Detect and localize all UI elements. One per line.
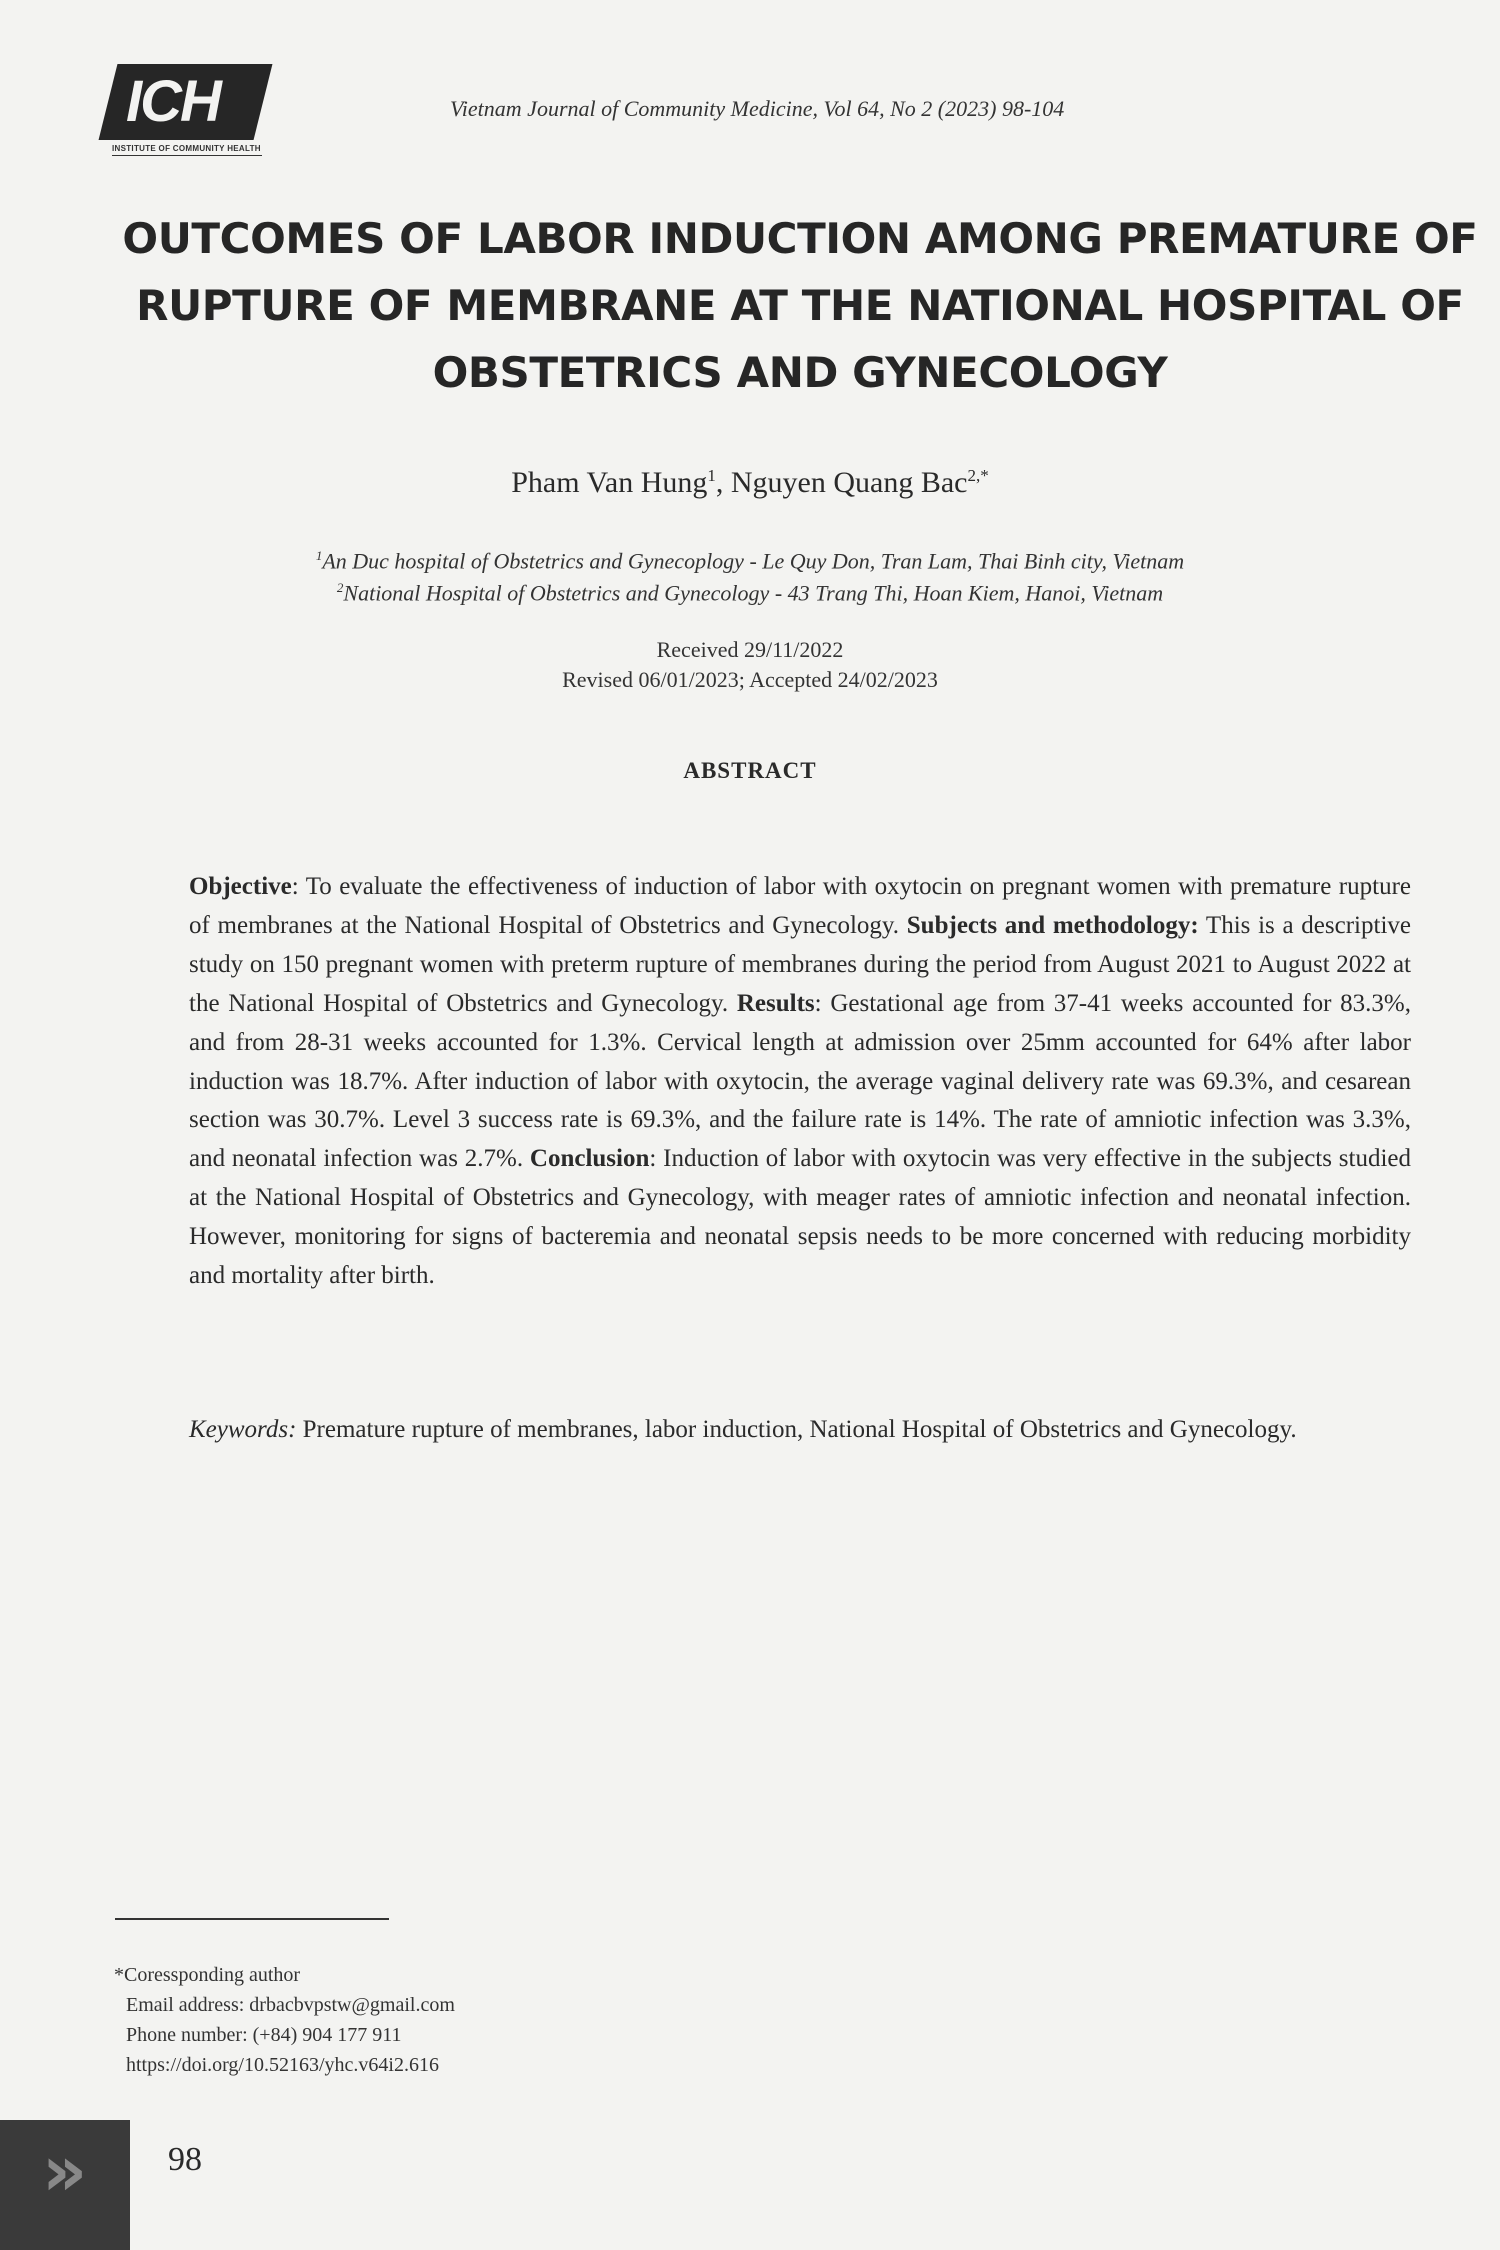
keywords-text: Premature rupture of membranes, labor induction, National Hospital of Obstetrics and Gynecology. [296, 1416, 1297, 1443]
keywords-label: Keywords: [189, 1416, 297, 1443]
objective-label: Objective [189, 873, 292, 900]
author-affiliation-mark: 1 [707, 466, 716, 485]
footnote-divider [115, 1918, 389, 1920]
paper-title [100, 205, 1500, 406]
results-label: Results [736, 989, 815, 1017]
received-date: Received 29/11/2022 [656, 637, 844, 662]
logo-mark-text: ICH [126, 69, 220, 134]
results-text: : Gestational age from 37-41 weeks accounted for 83.3%, and from 28-31 weeks accounted for 1.3%. Cervical length at admission over 25mm accounted for 64% after labor induction was 18.7%. After induction of labor with oxytocin, the average vaginal delivery rate was 69.3%, and cesarean section was 30.7%. Level 3 success rate is 69.3%, and the failure rate is 14%. The rate of amniotic infection was 3.3%, and neonatal infection was 2.7%. [189, 989, 1411, 1173]
footnotes [114, 1960, 455, 2080]
affiliation-text: An Duc hospital of Obstetrics and Gynecoplogy - Le Quy Don, Tran Lam, Thai Binh city, Vietnam [322, 548, 1185, 574]
affiliation-number: 1 [315, 548, 323, 563]
logo-mark [99, 64, 273, 140]
page-number: 98 [168, 2141, 202, 2178]
abstract-heading: ABSTRACT [683, 758, 817, 783]
double-chevron-icon: » [42, 2130, 88, 2212]
title-line: RUPTURE OF MEMBRANE AT THE NATIONAL HOSPITAL OF [136, 281, 1464, 330]
journal-logo [108, 64, 268, 160]
author-affiliation-mark: 2,* [967, 466, 989, 485]
corresponding-author-note: *Coressponding author [114, 1964, 301, 1986]
conclusion-text: : Induction of labor with oxytocin was very effective in the subjects studied at the National Hospital of Obstetrics and Gynecology, with meager rates of amniotic infection and neonatal infection. However, monitoring for signs of bacteremia and neonatal sepsis needs to be more concerned with reducing morbidity and mortality after birth. [189, 1145, 1411, 1290]
abstract-body [189, 868, 1411, 1296]
objective-text: : To evaluate the effectiveness of induction of labor with oxytocin on pregnant women with premature rupture of membranes at the National Hospital of Obstetrics and Gynecology. [189, 873, 1411, 939]
logo-subtext: INSTITUTE OF COMMUNITY HEALTH [112, 144, 262, 156]
title-line: OBSTETRICS AND GYNECOLOGY [432, 348, 1168, 397]
affiliation-text: National Hospital of Obstetrics and Gynecology - 43 Trang Thi, Hoan Kiem, Hanoi, Vietnam [343, 580, 1164, 606]
phone-number: Phone number: (+84) 904 177 911 [126, 2024, 402, 2046]
methods-label: Subjects and methodology: [906, 911, 1199, 939]
methods-text: This is a descriptive study on 150 pregnant women with preterm rupture of membranes during the period from August 2021 to August 2022 at the National Hospital of Obstetrics and Gynecology. [189, 911, 1411, 1017]
author-separator: , [715, 466, 731, 499]
author-name: Nguyen Quang Bac [730, 466, 968, 499]
title-line: OUTCOMES OF LABOR INDUCTION AMONG PREMATURE OF [122, 214, 1478, 263]
affiliation [0, 548, 1500, 574]
author-list [0, 466, 1500, 500]
journal-citation: Vietnam Journal of Community Medicine, Vol 64, No 2 (2023) 98-104 [450, 96, 1065, 121]
corner-tab [0, 2120, 130, 2250]
affiliation-number: 2 [336, 580, 344, 595]
conclusion-label: Conclusion [529, 1145, 650, 1173]
keywords [189, 1410, 1411, 1449]
doi-link[interactable]: https://doi.org/10.52163/yhc.v64i2.616 [126, 2054, 439, 2076]
affiliation [0, 580, 1500, 606]
author-name: Pham Van Hung [511, 466, 708, 499]
revised-accepted-dates: Revised 06/01/2023; Accepted 24/02/2023 [562, 667, 938, 692]
email-address: Email address: drbacbvpstw@gmail.com [126, 1994, 455, 2016]
